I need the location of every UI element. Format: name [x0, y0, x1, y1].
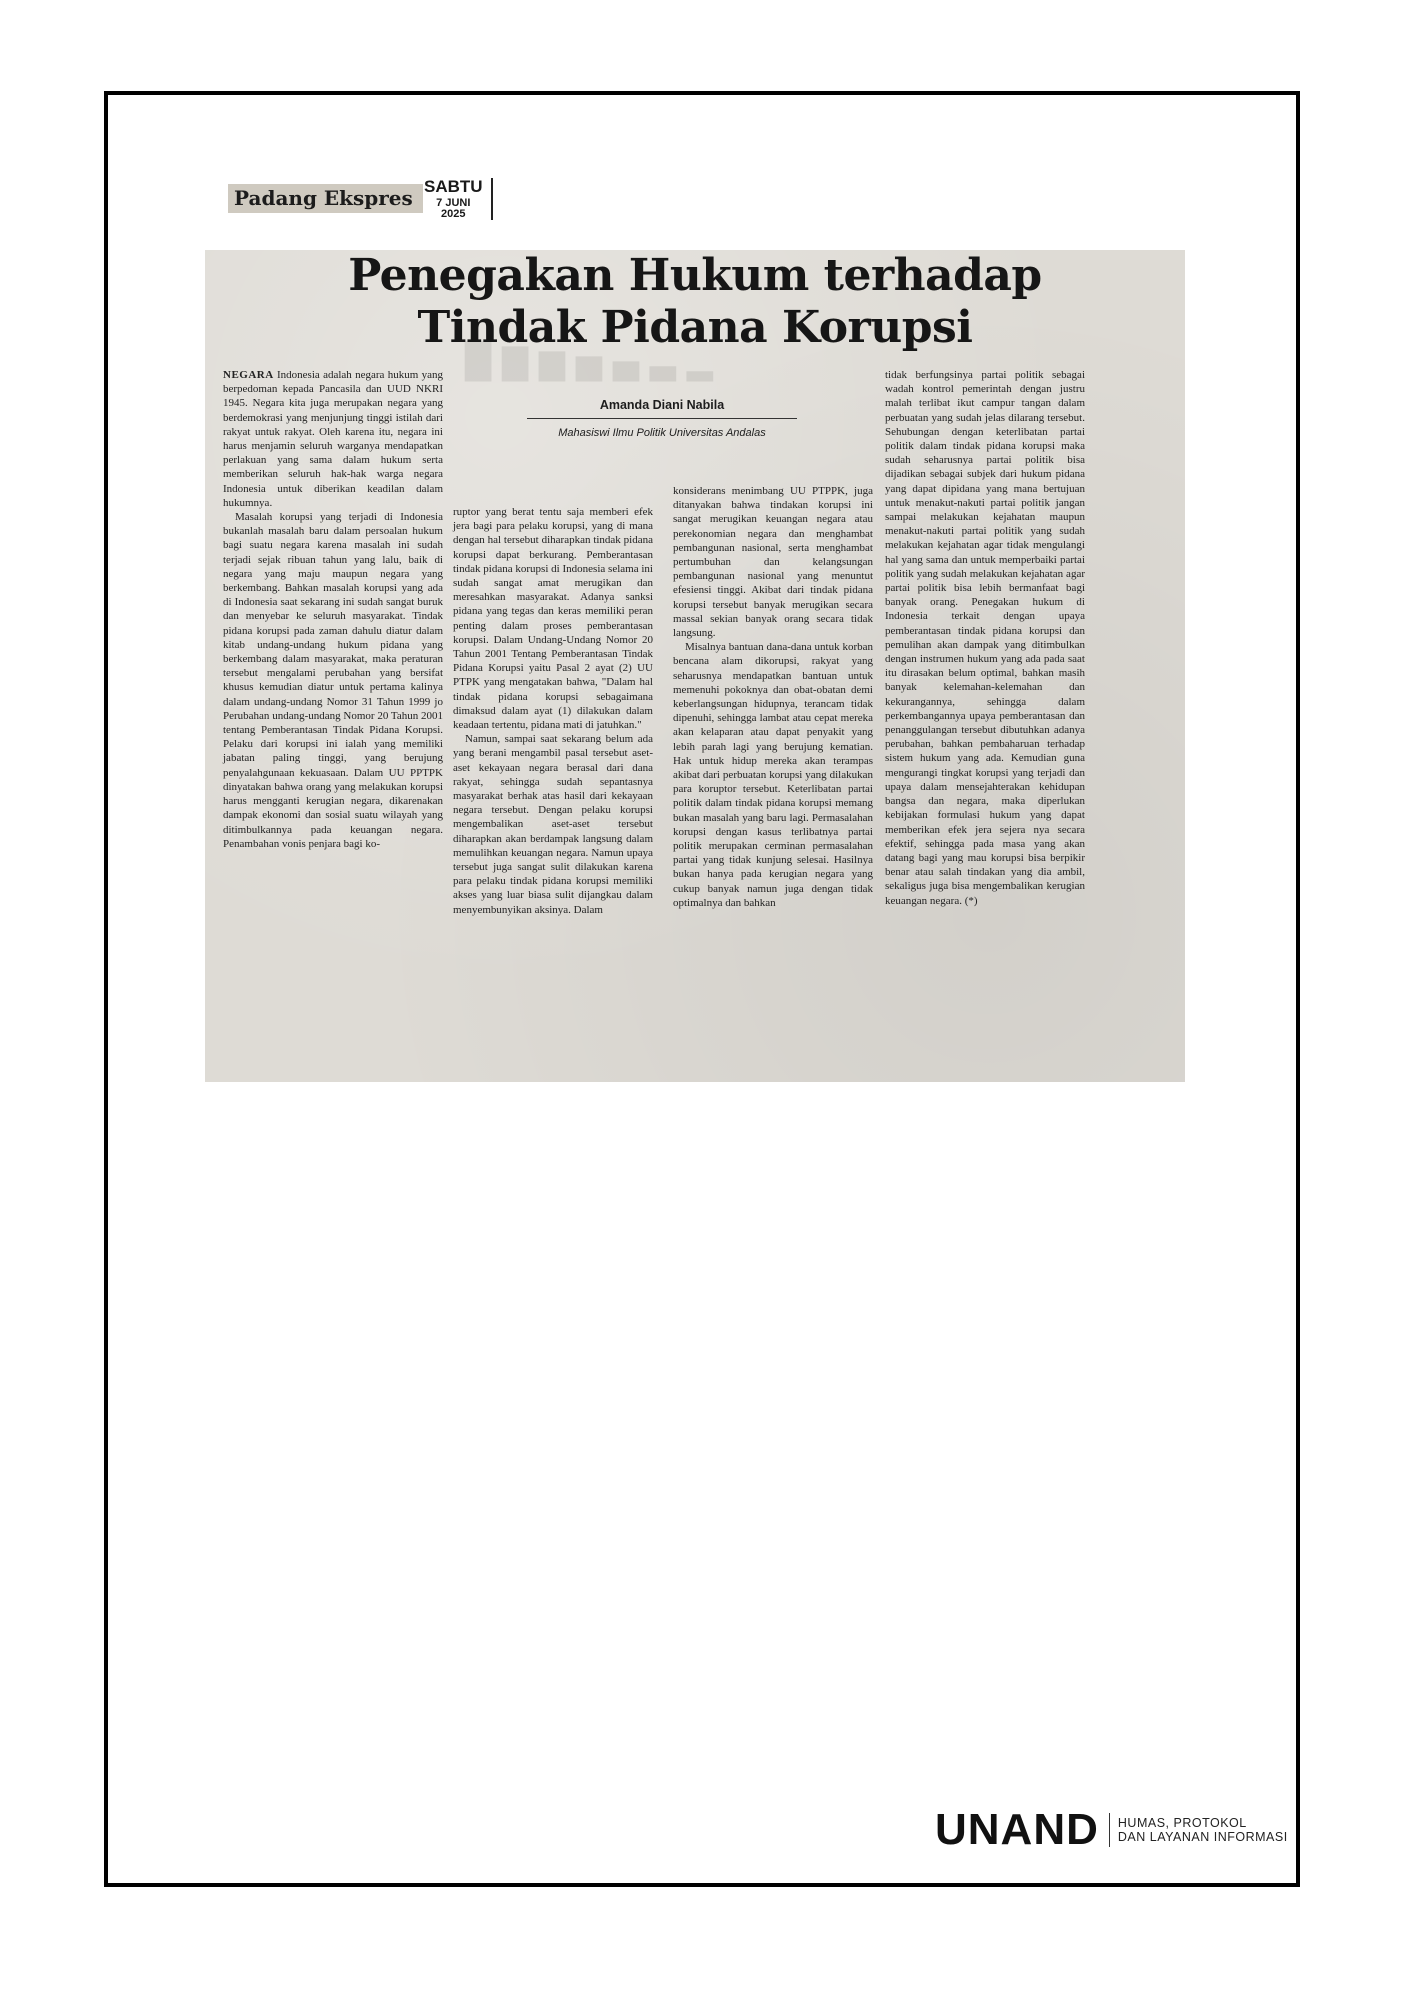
- publication-date: [424, 178, 493, 220]
- paragraph: Masalah korupsi yang terjadi di Indonesia bukanlah masalah baru dalam persoalan hukum bagi suatu negara karena masalah ini sudah terjadi sejak ribuan tahun yang lalu, baik di negara yang maju maupun negara yang berkembang. Bahkan masalah korupsi yang ada di Indonesia saat sekarang ini sudah sangat buruk dan menyebar ke seluruh masyarakat. Tindak pidana korupsi pada zaman dahulu diatur dalam kitab undang-undang hukum pidana yang berkembang dalam masyarakat, maka peraturan tersebut mengalami perubahan yang bersifat khusus kemudian diatur untuk pertama kalinya dalam undang-undang Nomor 31 Tahun 1999 jo Perubahan undang-undang Nomor 20 Tahun 2001 tentang Pemberantasan Tindak Pidana Korupsi. Pelaku dari korupsi ini ialah yang memiliki jabatan paling tinggi, yang berujung penyalahgunaan kekuasaan. Dalam UU PPTPK dinyatakan bahwa orang yang melakukan korupsi harus mengganti kerugian negara, dikarenakan dampak ekonomi dan sosial suatu wilayah yang ditimbulkannya pada keuangan negara. Penambahan vonis penjara bagi ko-: [223, 511, 443, 850]
- paragraph: [223, 368, 443, 510]
- unand-wordmark: UNAND: [935, 1805, 1099, 1854]
- logo-divider: [1109, 1813, 1110, 1847]
- office-name-line-2: DAN LAYANAN INFORMASI: [1117, 1830, 1288, 1844]
- newspaper-name: Padang Ekspres: [228, 184, 423, 213]
- paragraph: tidak berfungsinya partai politik sebagai wadah kontrol pemerintah dengan justru malah terlibat ikut campur tangan dalam perbuatan yang sudah jelas dilarang tersebut. Sehubungan dengan keterlibatan partai politik dalam tindak pidana korupsi maka sudah seharusnya partai politik bisa dijadikan sebagai subjek dari hukum pidana yang dapat dipidana yang mana bertujuan untuk menakut-nakuti partai politik jangan sampai melakukan kejahatan maupun menakut-nakuti partai politik yang sudah melakukan kejahatan agar tidak mengulangi hal yang sama dan untuk memperbaiki partai politik yang sudah melakukan kejahatan agar partai politik bisa lebih bermanfaat bagi banyak orang. Penegakan hukum di Indonesia terkait dengan upaya pemberantasan tindak pidana korupsi dan pemulihan akan dampak yang ditimbulkan dengan instrumen hukum yang ada pada saat itu dirasakan belum optimal, bahkan masih banyak kelemahan-kelemahan dan kekurangannya, sehingga dalam perkembangannya upaya pemberantasan dan penanggulangan tersebut dibutuhkan adanya perubahan, bahkan pembaharuan terhadap sistem hukum yang ada. Kemudian guna mengurangi tingkat korupsi yang terjadi dan upaya dalam mensejahterakan kehidupan bangsa dan negara, maka diperlukan kebijakan formulasi hukum yang dapat memberikan efek jera sejera nya secara efektif, sehingga pada masa yang akan datang bagi yang mau korupsi bisa berpikir benar atau salah tindakan yang dia ambil, sekaligus juga bisa mengembalikan kerugian keuangan negara. (*): [885, 369, 1085, 907]
- publication-date-text: 7 JUNI 2025: [436, 197, 471, 220]
- unand-footer-logo: [935, 1805, 1288, 1854]
- lead-word: NEGARA: [223, 369, 274, 381]
- article-column-2: [453, 505, 653, 917]
- paragraph: Misalnya bantuan dana-dana untuk korban bencana alam dikorupsi, rakyat yang seharusnya mendapatkan bantuan untuk memenuhi pokoknya dan obat-obatan demi keberlangsungan hidupnya, terancam tidak dipenuhi, sehingga lambat atau cepat mereka akan kelaparan atau dapat penyakit yang lebih parah lagi yang berujung kematian. Hak untuk hidup mereka akan terampas akibat dari perbuatan korupsi yang dilakukan para koruptor tersebut. Keterlibatan partai politik dalam tindak pidana korupsi memang bukan masalah yang baru lagi. Permasalahan korupsi dengan kasus terlibatnya partai politik merupakan cerminan permasalahan partai yang tidak kunjung selesai. Hasilnya bukan hanya pada kerugian negara yang cukup banyak namun juga dengan tidak optimalnya dan bahkan: [673, 641, 873, 909]
- office-name-line-1: HUMAS, PROTOKOL: [1117, 1816, 1247, 1830]
- article-column-3: [673, 484, 873, 910]
- headline-line-1: Penegakan Hukum terhadap: [348, 250, 1042, 301]
- author-name: Amanda Diani Nabila: [527, 398, 797, 419]
- bleed-through-shadow: █ ▇ ▆ ▅ ▄ ▃ ▂: [465, 342, 713, 382]
- paragraph: Namun, sampai saat sekarang belum ada yang berani mengambil pasal tersebut aset-aset kekayaan negara berasal dari dana rakyat, sehingga sudah sepantasnya masyarakat berhak atas hasil dari kekayaan negara tersebut. Dengan pelaku korupsi mengembalikan aset-aset tersebut diharapkan akan berdampak langsung dalam memulihkan keuangan negara. Namun upaya tersebut juga sangat sulit dilakukan karena para pelaku tindak pidana korupsi memiliki akses yang luar biasa sulit dijangkau dalam menyembunyikan aksinya. Dalam: [453, 733, 653, 916]
- paragraph: konsiderans menimbang UU PTPPK, juga ditanyakan bahwa tindakan korupsi ini sangat merugikan keuangan negara atau perekonomian negara dan menghambat pembangunan nasional, serta menghambat pertumbuhan dan kelangsungan pembangunan nasional yang menuntut efesiensi tinggi. Akibat dari tindak pidana korupsi tersebut banyak merugikan secara massal sekian banyak orang secara tidak langsung.: [673, 485, 873, 640]
- headline-line-2: Tindak Pidana Korupsi: [417, 302, 973, 353]
- author-affiliation: Mahasiswi Ilmu Politik Universitas Andalas: [558, 427, 766, 439]
- article-column-4: [885, 368, 1085, 908]
- newspaper-clipping: [205, 250, 1185, 1082]
- article-headline: [325, 250, 1065, 354]
- office-name: [1118, 1816, 1288, 1844]
- publication-day: SABTU: [424, 177, 483, 196]
- paragraph-text: Indonesia adalah negara hukum yang berpedoman kepada Pancasila dan UUD NKRI 1945. Negara kita juga merupakan negara yang berdemokrasi yang menjunjung tinggi istilah dari rakyat untuk rakyat. Oleh karena itu, negara ini harus menjamin seluruh warganya mendapatkan perlakuan yang sama dalam hukum serta memberikan seluruh hak-hak warga negara Indonesia untuk diberikan keadilan dalam hukumnya.: [223, 369, 444, 509]
- article-column-1: [223, 368, 443, 851]
- article-byline: [527, 398, 797, 439]
- paragraph: ruptor yang berat tentu saja memberi efek jera bagi para pelaku korupsi, yang di mana dengan hal tersebut diharapkan tindak pidana korupsi dapat berkurang. Pemberantasan tindak pidana korupsi di Indonesia selama ini sudah sangat amat merugikan dan meresahkan masyarakat. Adanya sanksi pidana yang tegas dan keras memiliki peran penting dalam proses pemberantasan korupsi. Dalam Undang-Undang Nomor 20 Tahun 2001 Tentang Pemberantasan Tindak Pidana Korupsi yaitu Pasal 2 ayat (2) UU PTPK yang mengatakan bahwa, "Dalam hal tindak pidana korupsi sebagaimana dimaksud dalam ayat (1) dilakukan dalam keadaan tertentu, pidana mati di jatuhkan.": [453, 506, 653, 732]
